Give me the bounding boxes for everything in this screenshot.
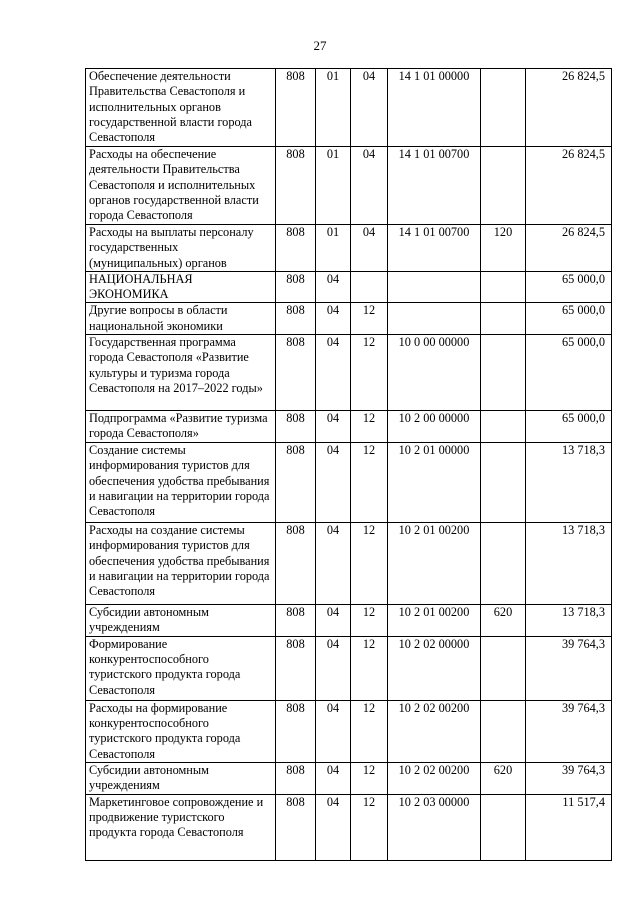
table-row <box>86 271 612 303</box>
cell-subsection: 12 <box>351 443 388 523</box>
cell-subsection: 12 <box>351 605 388 637</box>
table-row <box>86 147 612 225</box>
table-row <box>86 605 612 637</box>
cell-section: 01 <box>316 147 351 225</box>
cell-expense-type: 120 <box>481 225 526 272</box>
cell-admin-code: 808 <box>276 762 316 794</box>
cell-expense-type <box>481 69 526 147</box>
cell-sum: 39 764,3 <box>526 762 612 794</box>
table-row <box>86 700 612 762</box>
cell-sum: 65 000,0 <box>526 335 612 411</box>
cell-admin-code: 808 <box>276 69 316 147</box>
cell-name: Расходы на выплаты персоналу государственных (муниципальных) органов <box>86 225 276 272</box>
cell-expense-type <box>481 443 526 523</box>
cell-admin-code: 808 <box>276 147 316 225</box>
cell-section: 04 <box>316 700 351 762</box>
cell-name: Подпрограмма «Развитие туризма города Севастополя» <box>86 411 276 443</box>
cell-section: 04 <box>316 271 351 303</box>
cell-name: Субсидии автономным учреждениям <box>86 605 276 637</box>
cell-sum: 65 000,0 <box>526 303 612 335</box>
cell-expense-type <box>481 700 526 762</box>
cell-expense-type: 620 <box>481 605 526 637</box>
cell-target-article: 10 2 01 00000 <box>388 443 481 523</box>
cell-name: Расходы на формирование конкурентоспособного туристского продукта города Севастополя <box>86 700 276 762</box>
cell-section: 04 <box>316 523 351 605</box>
cell-admin-code: 808 <box>276 335 316 411</box>
cell-target-article: 10 2 02 00200 <box>388 700 481 762</box>
budget-table <box>85 68 612 861</box>
cell-admin-code: 808 <box>276 303 316 335</box>
cell-target-article <box>388 271 481 303</box>
table-row <box>86 411 612 443</box>
cell-subsection: 04 <box>351 147 388 225</box>
cell-target-article: 14 1 01 00700 <box>388 147 481 225</box>
cell-sum: 13 718,3 <box>526 605 612 637</box>
cell-subsection: 12 <box>351 411 388 443</box>
cell-target-article: 10 2 00 00000 <box>388 411 481 443</box>
table-row <box>86 335 612 411</box>
cell-subsection: 12 <box>351 636 388 700</box>
cell-target-article: 10 2 02 00200 <box>388 762 481 794</box>
cell-admin-code: 808 <box>276 443 316 523</box>
cell-admin-code: 808 <box>276 636 316 700</box>
table-row <box>86 225 612 272</box>
cell-subsection: 12 <box>351 523 388 605</box>
cell-target-article: 10 0 00 00000 <box>388 335 481 411</box>
cell-section: 04 <box>316 636 351 700</box>
cell-target-article: 10 2 01 00200 <box>388 605 481 637</box>
table-row <box>86 762 612 794</box>
cell-sum: 26 824,5 <box>526 69 612 147</box>
table-row <box>86 443 612 523</box>
cell-admin-code: 808 <box>276 700 316 762</box>
cell-name: Другие вопросы в области национальной экономики <box>86 303 276 335</box>
cell-admin-code: 808 <box>276 794 316 860</box>
cell-target-article: 14 1 01 00700 <box>388 225 481 272</box>
cell-sum: 65 000,0 <box>526 411 612 443</box>
cell-admin-code: 808 <box>276 225 316 272</box>
cell-subsection: 12 <box>351 335 388 411</box>
cell-admin-code: 808 <box>276 605 316 637</box>
cell-expense-type <box>481 794 526 860</box>
table-row <box>86 69 612 147</box>
cell-expense-type <box>481 335 526 411</box>
cell-expense-type <box>481 523 526 605</box>
cell-subsection: 04 <box>351 225 388 272</box>
cell-section: 04 <box>316 605 351 637</box>
cell-expense-type <box>481 636 526 700</box>
cell-admin-code: 808 <box>276 271 316 303</box>
cell-target-article: 10 2 03 00000 <box>388 794 481 860</box>
cell-expense-type <box>481 271 526 303</box>
table-row <box>86 794 612 860</box>
cell-name: Субсидии автономным учреждениям <box>86 762 276 794</box>
cell-expense-type: 620 <box>481 762 526 794</box>
cell-expense-type <box>481 147 526 225</box>
cell-expense-type <box>481 411 526 443</box>
cell-subsection <box>351 271 388 303</box>
cell-admin-code: 808 <box>276 523 316 605</box>
cell-sum: 13 718,3 <box>526 443 612 523</box>
cell-section: 04 <box>316 762 351 794</box>
cell-sum: 65 000,0 <box>526 271 612 303</box>
cell-section: 04 <box>316 443 351 523</box>
table-row <box>86 303 612 335</box>
cell-name: Формирование конкурентоспособного туристского продукта города Севастополя <box>86 636 276 700</box>
cell-subsection: 12 <box>351 794 388 860</box>
cell-section: 01 <box>316 69 351 147</box>
table-row <box>86 523 612 605</box>
cell-name: Обеспечение деятельности Правительства Севастополя и исполнительных органов государственной власти города Севастополя <box>86 69 276 147</box>
cell-admin-code: 808 <box>276 411 316 443</box>
cell-name: Государственная программа города Севастополя «Развитие культуры и туризма города Севастополя на 2017–2022 годы» <box>86 335 276 411</box>
cell-sum: 39 764,3 <box>526 636 612 700</box>
cell-sum: 39 764,3 <box>526 700 612 762</box>
cell-subsection: 04 <box>351 69 388 147</box>
cell-subsection: 12 <box>351 700 388 762</box>
page-number: 27 <box>313 38 327 53</box>
cell-section: 04 <box>316 303 351 335</box>
cell-name: Расходы на создание системы информирования туристов для обеспечения удобства пребывания и навигации на территории города Севастополя <box>86 523 276 605</box>
cell-sum: 11 517,4 <box>526 794 612 860</box>
cell-target-article: 10 2 02 00000 <box>388 636 481 700</box>
cell-name: НАЦИОНАЛЬНАЯ ЭКОНОМИКА <box>86 271 276 303</box>
cell-section: 04 <box>316 411 351 443</box>
cell-sum: 26 824,5 <box>526 225 612 272</box>
cell-expense-type <box>481 303 526 335</box>
cell-subsection: 12 <box>351 762 388 794</box>
cell-sum: 26 824,5 <box>526 147 612 225</box>
cell-target-article: 10 2 01 00200 <box>388 523 481 605</box>
cell-section: 01 <box>316 225 351 272</box>
cell-target-article: 14 1 01 00000 <box>388 69 481 147</box>
cell-name: Создание системы информирования туристов для обеспечения удобства пребывания и навигации на территории города Севастополя <box>86 443 276 523</box>
cell-section: 04 <box>316 794 351 860</box>
table-row <box>86 636 612 700</box>
cell-name: Расходы на обеспечение деятельности Правительства Севастополя и исполнительных органов государственной власти города Севастополя <box>86 147 276 225</box>
cell-subsection: 12 <box>351 303 388 335</box>
cell-section: 04 <box>316 335 351 411</box>
cell-sum: 13 718,3 <box>526 523 612 605</box>
cell-target-article <box>388 303 481 335</box>
cell-name: Маркетинговое сопровождение и продвижение туристского продукта города Севастополя <box>86 794 276 860</box>
